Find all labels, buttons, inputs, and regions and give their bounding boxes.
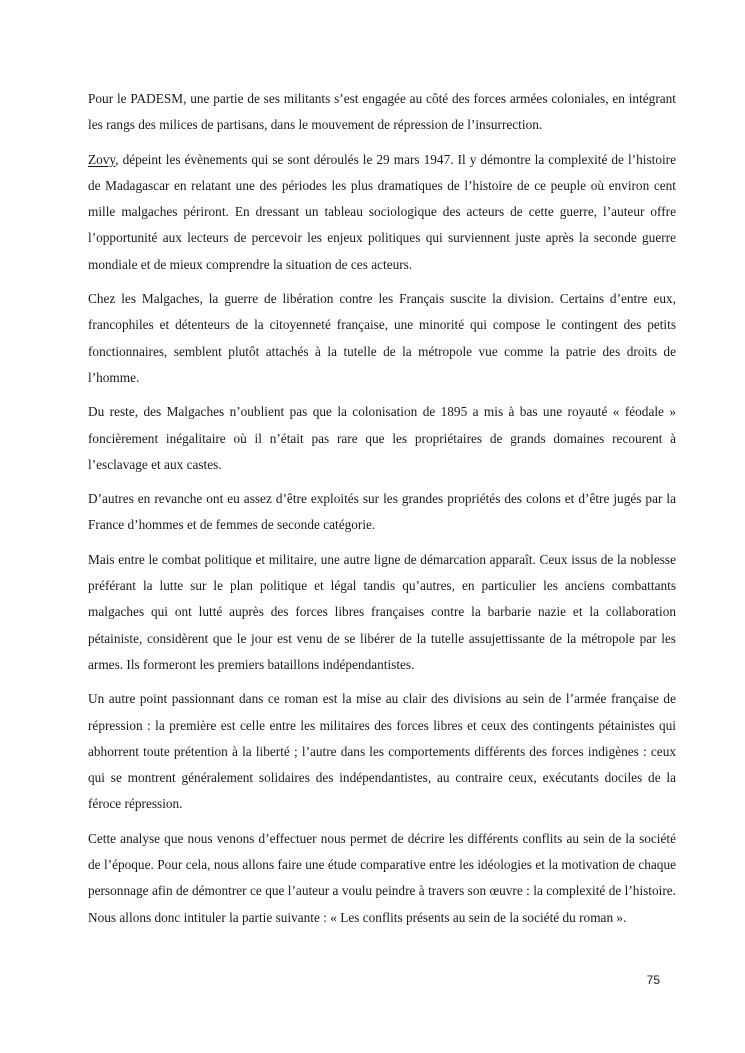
page-number: 75	[646, 973, 660, 987]
paragraph-armee-francaise	[88, 686, 676, 817]
paragraph-exploites	[88, 486, 676, 539]
paragraph-conclusion	[88, 826, 676, 931]
paragraph-malgaches-division	[88, 286, 676, 391]
paragraph-malgaches-division-text: Chez les Malgaches, la guerre de libération contre les Français suscite la division. Certains d’entre eux, francophiles et détenteurs de la citoyenneté française, une minorité qui compose le contingent des petits fonctionnaires, semblent plutôt attachés à la tutelle de la métropole vue comme la patrie des droits de l’homme.	[88, 291, 676, 385]
paragraph-zovy-text: , dépeint les évènements qui se sont déroulés le 29 mars 1947. Il y démontre la complexité de l’histoire de Madagascar en relatant une des périodes les plus dramatiques de l’histoire de ce peuple où environ cent mille malgaches périront. En dressant un tableau sociologique des acteurs de cette guerre, l’auteur offre l’opportunité aux lecteurs de percevoir les enjeux politiques qui surviennent juste après la seconde guerre mondiale et de mieux comprendre la situation de ces acteurs.	[88, 151, 676, 272]
paragraph-exploites-text: D’autres en revanche ont eu assez d’être exploités sur les grandes propriétés des colons et d’être jugés par la France d’hommes et de femmes de seconde catégorie.	[88, 491, 676, 533]
paragraph-colonisation-1895-text: Du reste, des Malgaches n’oublient pas que la colonisation de 1895 a mis à bas une royauté « féodale » foncièrement inégalitaire où il n’était pas rare que les propriétaires de grands domaines recourent à l’esclavage et aux castes.	[88, 404, 676, 472]
body-text	[88, 86, 676, 939]
book-title-zovy: Zovy	[88, 151, 116, 167]
paragraph-ligne-demarcation-text: Mais entre le combat politique et militaire, une autre ligne de démarcation apparaît. Ceux issus de la noblesse préférant la lutte sur le plan politique et légal tandis qu’autres, en particulier les anciens combattants malgaches qui ont lutté auprès des forces libres françaises contre la barbarie nazie et la collaboration pétainiste, considèrent que le jour est venu de se libérer de la tutelle assujettissante de la métropole par les armes. Ils formeront les premiers bataillons indépendantistes.	[88, 551, 676, 672]
paragraph-padesm-text: Pour le PADESM, une partie de ses militants s’est engagée au côté des forces armées coloniales, en intégrant les rangs des milices de partisans, dans le mouvement de répression de l’insurrection.	[88, 91, 676, 133]
paragraph-padesm	[88, 86, 676, 139]
paragraph-armee-francaise-text: Un autre point passionnant dans ce roman est la mise au clair des divisions au sein de l’armée française de répression : la première est celle entre les militaires des forces libres et ceux des contingents pétainistes qui abhorrent toute prétention à la liberté ; l’autre dans les comportements différents des forces indigènes : ceux qui se montrent généralement solidaires des indépendantistes, au contraire ceux, exécutants dociles de la féroce répression.	[88, 691, 676, 812]
paragraph-zovy	[88, 147, 676, 278]
paragraph-conclusion-text: Cette analyse que nous venons d’effectuer nous permet de décrire les différents conflits au sein de la société de l’époque. Pour cela, nous allons faire une étude comparative entre les idéologies et la motivation de chaque personnage afin de démontrer ce que l’auteur a voulu peindre à travers son œuvre : la complexité de l’histoire. Nous allons donc intituler la partie suivante : « Les conflits présents au sein de la société du roman ».	[88, 830, 676, 925]
paragraph-colonisation-1895	[88, 399, 676, 478]
paragraph-ligne-demarcation	[88, 547, 676, 678]
